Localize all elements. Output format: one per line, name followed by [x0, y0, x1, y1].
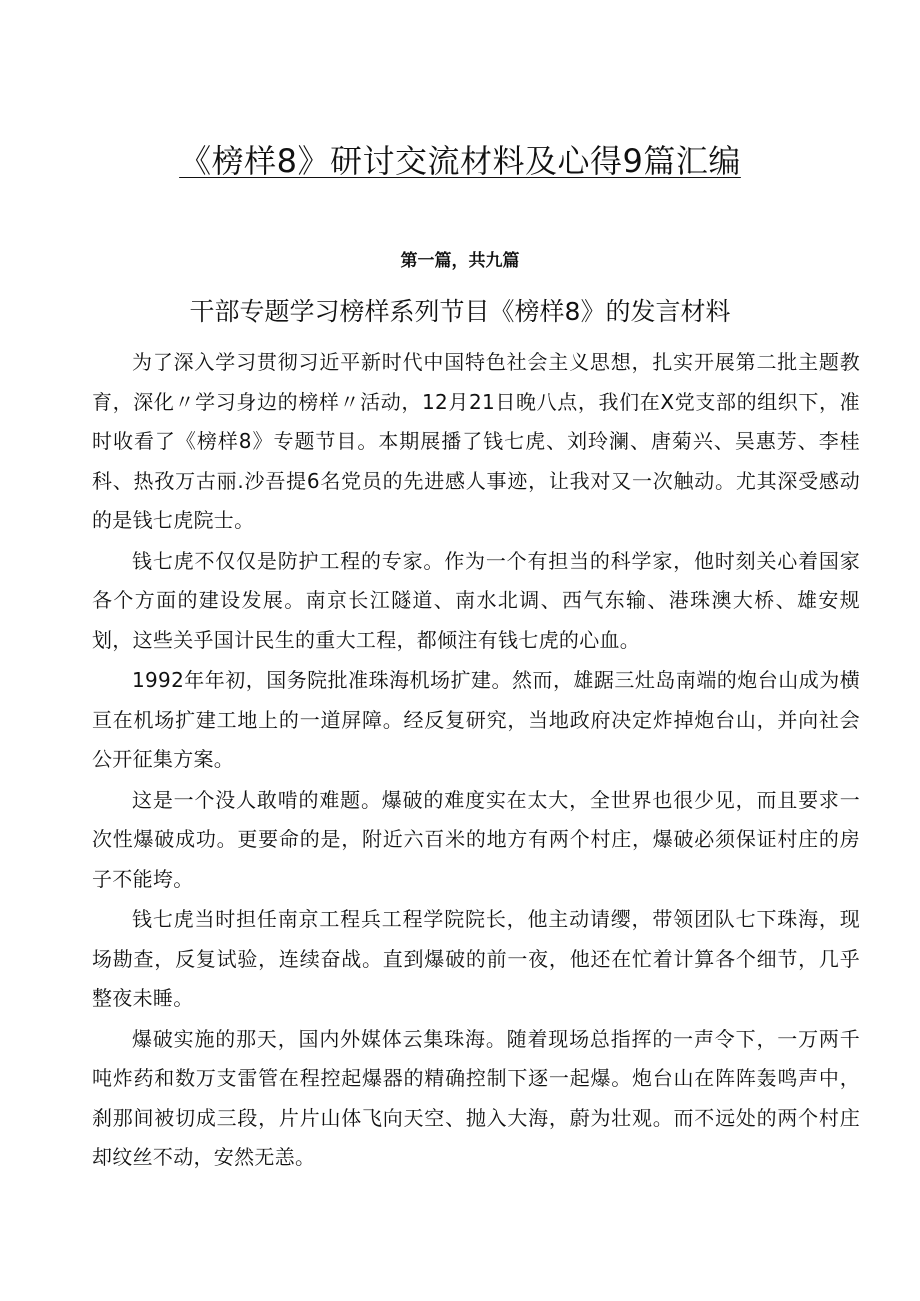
paragraph: 1992年年初，国务院批准珠海机场扩建。然而，雄踞三灶岛南端的炮台山成为横亘在机场扩建工地上的一道屏障。经反复研究，当地政府决定炸掉炮台山，并向社会公开征集方案。 [92, 668, 860, 771]
paragraph: 这是一个没人敢啃的难题。爆破的难度实在太大，全世界也很少见，而且要求一次性爆破成功。更要命的是，附近六百米的地方有两个村庄，爆破必须保证村庄的房子不能垮。 [92, 787, 860, 891]
section-title: 干部专题学习榜样系列节目《榜样8》的发言材料 [189, 297, 731, 326]
paragraph: 钱七虎当时担任南京工程兵工程学院院长，他主动请缨，带领团队七下珠海，现场勘查，反复试验，连续奋战。直到爆破的前一夜，他还在忙着计算各个细节，几乎整夜未睡。 [92, 907, 860, 1010]
document-body [92, 343, 860, 1178]
paragraph: 爆破实施的那天，国内外媒体云集珠海。随着现场总指挥的一声令下，一万两千吨炸药和数万支雷管在程控起爆器的精确控制下逐一起爆。炮台山在阵阵轰鸣声中，刹那间被切成三段，片片山体飞向天空、抛入大海，蔚为壮观。而不远处的两个村庄却纹丝不动，安然无恙。 [92, 1026, 860, 1169]
paragraph: 为了深入学习贯彻习近平新时代中国特色社会主义思想，扎实开展第二批主题教育，深化〃学习身边的榜样〃活动，12月21日晚八点，我们在X党支部的组织下，准时收看了《榜样8》专题节目。本期展播了钱七虎、刘玲澜、唐菊兴、吴惠芳、李桂科、热孜万古丽.沙吾提6名党员的先进感人事迹，让我对又一次触动。尤其深受感动的是钱七虎院士。 [92, 350, 860, 532]
document-title-text: 《榜样8》研讨交流材料及心得9篇汇编 [179, 142, 741, 180]
section-label: 第一篇，共九篇 [400, 251, 520, 271]
document-title [100, 138, 820, 184]
paragraph: 钱七虎不仅仅是防护工程的专家。作为一个有担当的科学家，他时刻关心着国家各个方面的建设发展。南京长江隧道、南水北调、西气东输、港珠澳大桥、雄安规划，这些关乎国计民生的重大工程，都倾注有钱七虎的心血。 [92, 548, 860, 652]
